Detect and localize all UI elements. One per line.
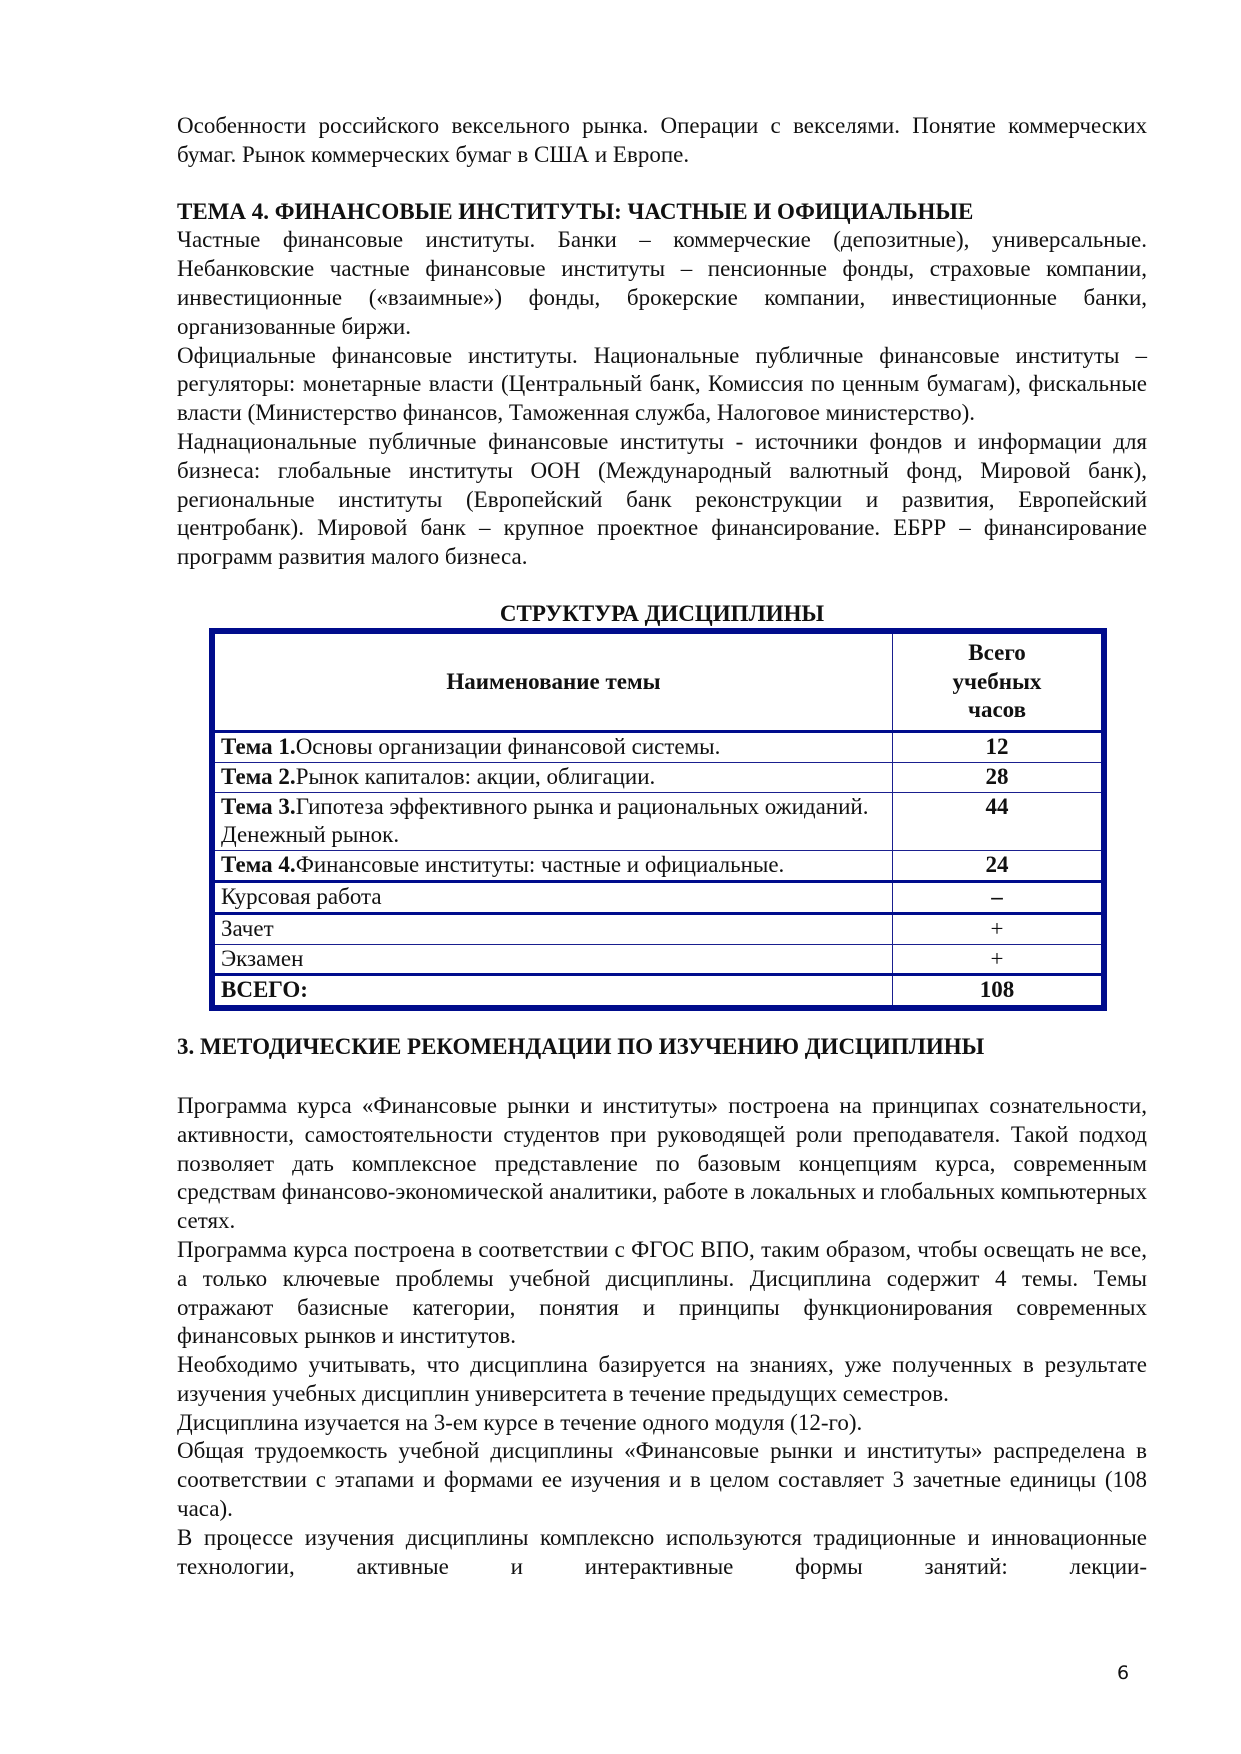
header-total-hours bbox=[893, 631, 1105, 732]
topic4-paragraph: Наднациональные публичные финансовые институты - источники фондов и информации для бизнеса: глобальные институты ООН (Международный валютный фонд, Мировой банк), региональные институты (Европейский банк реконструкции и развития, Европейский центробанк). Мировой банк – крупное проектное финансирование. ЕБРР – финансирование программ развития малого бизнеса. bbox=[177, 428, 1147, 570]
section3-paragraph: Необходимо учитывать, что дисциплина базируется на знаниях, уже полученных в результате изучения учебных дисциплин университета в течение предыдущих семестров. bbox=[177, 1352, 1147, 1406]
row-label-text: Финансовые институты: частные и официальные. bbox=[295, 852, 785, 878]
row-label-text: Гипотеза эффективного рынка и рациональных ожиданий. Денежный рынок. bbox=[221, 793, 869, 848]
row-hours: 24 bbox=[893, 851, 1105, 882]
table-row bbox=[212, 762, 1104, 792]
row-label-text: Рынок капиталов: акции, облигации. bbox=[295, 763, 656, 789]
section3-paragraph: Общая трудоемкость учебной дисциплины «Финансовые рынки и институты» распределена в соответствии с этапами и формами ее изучения и в целом составляет 3 зачетные единицы (108 часа). bbox=[177, 1438, 1147, 1522]
row-label-text: Курсовая работа bbox=[221, 883, 382, 909]
header-hours-line: часов bbox=[967, 697, 1027, 723]
header-hours-line: учебных bbox=[952, 668, 1042, 694]
row-label bbox=[212, 881, 893, 913]
row-label-text: Экзамен bbox=[221, 945, 304, 971]
intro-paragraph: Особенности российского вексельного рынка. Операции с векселями. Понятие коммерческих бумаг. Рынок коммерческих бумаг в США и Европе. bbox=[177, 113, 1147, 167]
row-hours: 28 bbox=[893, 762, 1105, 792]
topic4-paragraph: Частные финансовые институты. Банки – коммерческие (депозитные), универсальные. Небанковские частные финансовые институты – пенсионные фонды, страховые компании, инвестиционные («взаимные») фонды, брокерские компании, инвестиционные банки, организованные биржи. bbox=[177, 227, 1147, 339]
table-row bbox=[212, 792, 1104, 851]
row-hours: 12 bbox=[893, 731, 1105, 762]
row-label bbox=[212, 792, 893, 851]
row-label-text: Основы организации финансовой системы. bbox=[295, 733, 721, 759]
row-hours: + bbox=[893, 913, 1105, 944]
table-title: СТРУКТУРА ДИСЦИПЛИНЫ bbox=[499, 600, 825, 626]
row-hours: + bbox=[893, 944, 1105, 975]
table-row bbox=[212, 944, 1104, 975]
row-label bbox=[212, 944, 893, 975]
row-label-bold: ВСЕГО: bbox=[221, 977, 308, 1003]
row-label bbox=[212, 913, 893, 944]
row-hours: – bbox=[893, 881, 1105, 913]
row-label bbox=[212, 762, 893, 792]
row-label bbox=[212, 731, 893, 762]
row-label-text: Зачет bbox=[221, 915, 274, 941]
table-header-row bbox=[212, 631, 1104, 732]
row-label-bold: Тема 1. bbox=[221, 733, 296, 759]
table-row bbox=[212, 731, 1104, 762]
table-total-row bbox=[212, 975, 1104, 1008]
table-row bbox=[212, 913, 1104, 944]
document-page bbox=[177, 112, 1147, 1581]
page-number: 6 bbox=[1117, 1662, 1130, 1684]
row-hours: 108 bbox=[893, 975, 1105, 1008]
row-label bbox=[212, 975, 893, 1008]
section3-paragraph: Программа курса построена в соответствии с ФГОС ВПО, таким образом, чтобы освещать не все, а только ключевые проблемы учебной дисциплины. Дисциплина содержит 4 темы. Темы отражают базисные категории, понятия и принципы функционирования современных финансовых рынков и институтов. bbox=[177, 1236, 1147, 1349]
section3-paragraph: В процессе изучения дисциплины комплексно используются традиционные и инновационные технологии, активные и интерактивные формы занятий: лекции- bbox=[177, 1524, 1147, 1579]
row-label-bold: Тема 3. bbox=[221, 793, 296, 819]
structure-table bbox=[209, 628, 1107, 1011]
row-label-bold: Тема 4. bbox=[221, 852, 296, 878]
section3-paragraph: Дисциплина изучается на 3-ем курсе в течение одного модуля (12-го). bbox=[177, 1409, 863, 1435]
row-hours: 44 bbox=[893, 792, 1105, 851]
header-hours-line: Всего bbox=[968, 639, 1026, 665]
table-row bbox=[212, 851, 1104, 882]
topic4-paragraph: Официальные финансовые институты. Национальные публичные финансовые институты – регуляторы: монетарные власти (Центральный банк, Комиссия по ценным бумагам), фискальные власти (Министерство финансов, Таможенная служба, Налоговое министерство). bbox=[177, 342, 1147, 426]
row-label-bold: Тема 2. bbox=[221, 763, 296, 789]
header-topic-name: Наименование темы bbox=[212, 631, 893, 732]
table-row bbox=[212, 881, 1104, 913]
topic4-heading: ТЕМА 4. ФИНАНСОВЫЕ ИНСТИТУТЫ: ЧАСТНЫЕ И ОФИЦИАЛЬНЫЕ bbox=[177, 198, 974, 224]
section3-heading: 3. МЕТОДИЧЕСКИЕ РЕКОМЕНДАЦИИ ПО ИЗУЧЕНИЮ ДИСЦИПЛИНЫ bbox=[177, 1034, 985, 1060]
row-label bbox=[212, 851, 893, 882]
section3-paragraph: Программа курса «Финансовые рынки и институты» построена на принципах сознательности, активности, самостоятельности студентов при руководящей роли преподавателя. Такой подход позволяет дать комплексное представление по базовым концепциям курса, современным средствам финансово-экономической аналитики, работе в локальных и глобальных компьютерных сетях. bbox=[177, 1092, 1147, 1234]
